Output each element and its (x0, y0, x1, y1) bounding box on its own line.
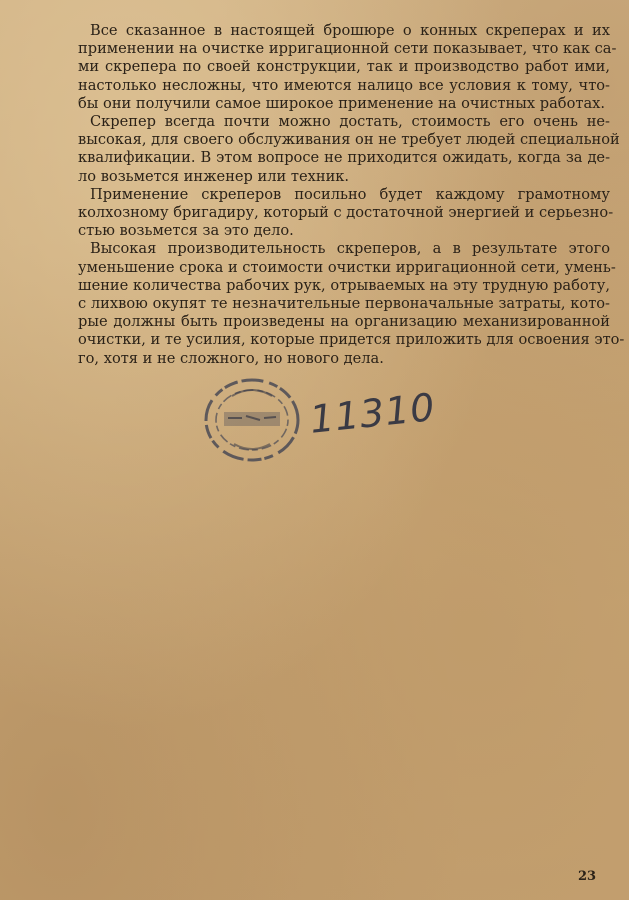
text-line: Все сказанное в настоящей брошюре о конных скреперах и их (90, 22, 610, 39)
paragraph (78, 240, 625, 367)
paragraph (78, 113, 620, 186)
text-line: рые должны быть произведены на организацию механизированной (78, 313, 610, 331)
paragraph (78, 22, 617, 113)
text-line: Высокая производительность скреперов, а в результате этого (90, 240, 610, 258)
text-line: с лихвою окупят те незначительные первоначальные затраты, кото- (78, 295, 610, 313)
text-line: очистки, и те усилия, которые придется приложить для освоения это- (78, 331, 625, 349)
text-line: применении на очистке ирригационной сети показывает, что как са- (78, 40, 617, 58)
text-line: высокая, для своего обслуживания он не требует людей специальной (78, 131, 620, 149)
text-line: стью возьмется за это дело. (78, 222, 294, 240)
body-text (78, 22, 625, 368)
text-line: настолько несложны, что имеются налицо все условия к тому, что- (78, 76, 610, 94)
text-line: колхозному бригадиру, который с достаточной энергией и серьезно- (78, 204, 614, 222)
handwritten-inventory-number: 11310 (307, 384, 438, 442)
text-line: ми скрепера по своей конструкции, так и производство работ ими, (78, 58, 610, 76)
text-line: Скрепер всегда почти можно достать, стоимость его очень не- (90, 113, 610, 131)
text-line: бы они получили самое широкое применение на очистных работах. (78, 94, 606, 112)
paragraph (78, 185, 614, 241)
text-line: уменьшение срока и стоимости очистки ирригационной сети, умень- (78, 258, 616, 276)
library-stamp (198, 372, 306, 468)
text-line: квалификации. В этом вопросе не приходится ожидать, когда за де- (78, 149, 610, 167)
text-line: шение количества рабочих рук, отрываемых на эту трудную работу, (78, 276, 610, 294)
text-line: Применение скреперов посильно будет каждому грамотному (90, 185, 610, 203)
text-line: ло возьмется инженер или техник. (78, 167, 350, 185)
text-line: го, хотя и не сложного, но нового дела. (78, 349, 384, 367)
page-number: 23 (578, 869, 597, 884)
